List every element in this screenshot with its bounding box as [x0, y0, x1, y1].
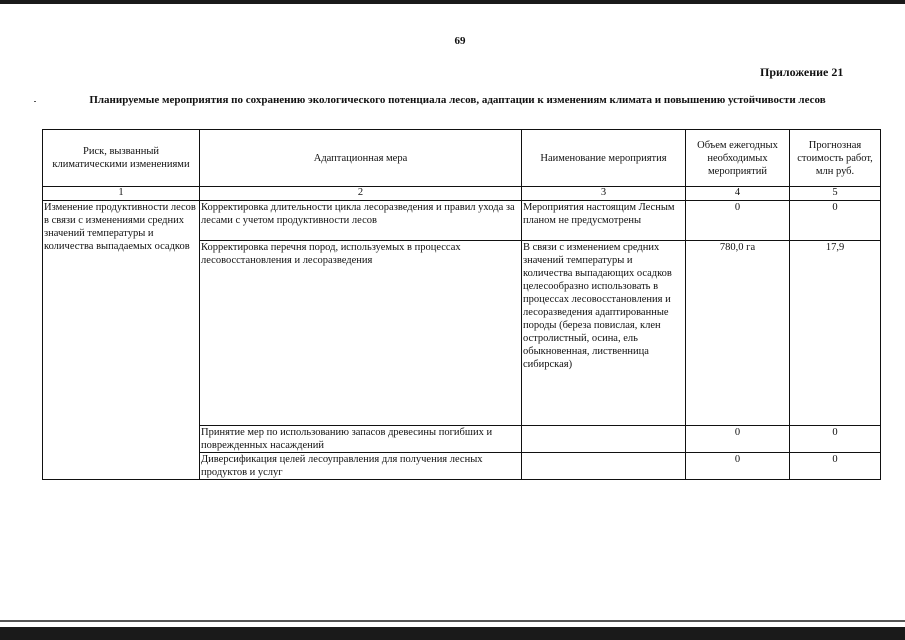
activity-cell [522, 426, 686, 453]
volume-cell: 0 [686, 426, 790, 453]
appendix-label: Приложение 21 [760, 65, 844, 79]
measures-table [42, 129, 881, 480]
header-measure: Адаптационная мера [200, 130, 522, 187]
measure-cell: Диверсификация целей лесоуправления для получения лесных продуктов и услуг [200, 453, 522, 480]
header-volume: Объем ежегодных необходимых мероприятий [686, 130, 790, 187]
cost-cell: 0 [790, 201, 881, 241]
scan-speck [34, 101, 36, 102]
header-activity: Наименование мероприятия [522, 130, 686, 187]
header-risk: Риск, вызванный климатическими изменениями [43, 130, 200, 187]
header-cost: Прогнозная стоимость работ, млн руб. [790, 130, 881, 187]
activity-cell [522, 453, 686, 480]
volume-cell: 0 [686, 201, 790, 241]
activity-cell: В связи с изменением средних значений температуры и количества выпадающих осадков целесообразно использовать в процессах лесовосстановления и лесоразведения адаптированные породы (береза повислая, клен остролистный, осина, ель обыкновенная, лиственница сибирская) [522, 241, 686, 426]
risk-cell: Изменение продуктивности лесов в связи с изменениями средних значений температуры и количества выпадаемых осадков [43, 201, 200, 480]
column-number-row [43, 187, 881, 201]
column-number: 5 [790, 187, 881, 201]
volume-cell: 780,0 га [686, 241, 790, 426]
volume-cell: 0 [686, 453, 790, 480]
measure-cell: Принятие мер по использованию запасов древесины погибших и поврежденных насаждений [200, 426, 522, 453]
page-number: 69 [454, 35, 466, 47]
measure-cell: Корректировка перечня пород, используемых в процессах лесовосстановления и лесоразведения [200, 241, 522, 426]
activity-cell: Мероприятия настоящим Лесным планом не предусмотрены [522, 201, 686, 241]
document-title: Планируемые мероприятия по сохранению экологического потенциала лесов, адаптации к изменениям климата и повышению устойчивости лесов [89, 94, 826, 106]
table-row [43, 201, 881, 241]
table-header-row [43, 130, 881, 187]
measure-cell: Корректировка длительности цикла лесоразведения и правил ухода за лесами с учетом продуктивности лесов [200, 201, 522, 241]
column-number: 2 [200, 187, 522, 201]
cost-cell: 0 [790, 453, 881, 480]
cost-cell: 17,9 [790, 241, 881, 426]
scan-bottom-edge [0, 627, 905, 640]
scan-top-edge [0, 0, 905, 4]
column-number: 4 [686, 187, 790, 201]
cost-cell: 0 [790, 426, 881, 453]
column-number: 1 [43, 187, 200, 201]
column-number: 3 [522, 187, 686, 201]
